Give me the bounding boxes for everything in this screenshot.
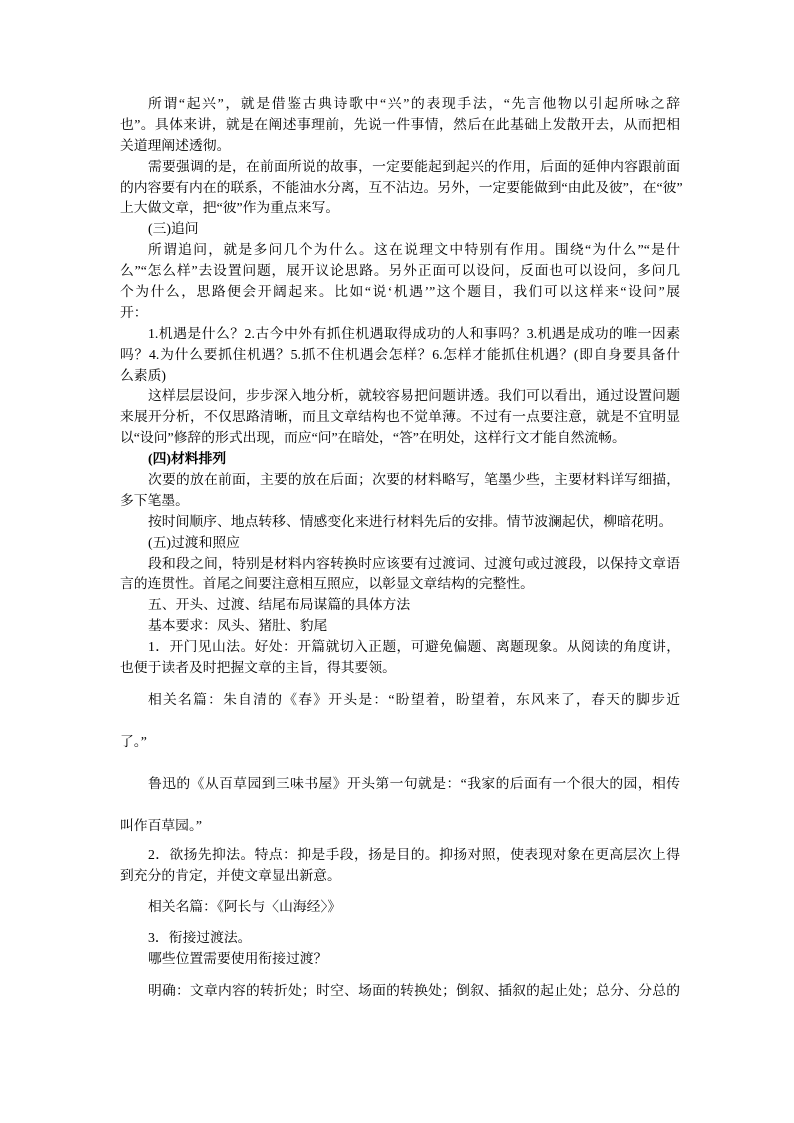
section-heading: [120, 219, 680, 240]
text-line: 按时间顺序、地点转移、情感变化来进行材料先后的安排。情节波澜起伏，柳暗花明。: [148, 513, 673, 529]
text-line: 吗？4.为什么要抓住机遇？5.抓不住机遇会怎样？6.怎样才能抓住机遇？(即自身要具备什: [120, 346, 680, 362]
text-line: 么”“怎么样”去设置问题，展开议论思路。另外正面可以设问，反面也可以设问，多问几: [120, 263, 680, 279]
text-line: 个为什么，思路便会开阔起来。比如“说‘机遇’”这个题目，我们可以这样来“设问”展: [120, 284, 680, 300]
paragraph: [120, 157, 683, 220]
text-line: 多下笔墨。: [120, 492, 189, 508]
text-line: 明确：文章内容的转折处；时空、场面的转换处；倒叙、插叙的起止处；总分、分总的: [148, 983, 680, 999]
paragraph: [120, 928, 680, 949]
text-line: 也便于读者及时把握文章的主旨，得其要领。: [120, 660, 396, 676]
text-line: 哪些位置需要使用衔接过渡？: [148, 950, 328, 966]
paragraph: [120, 94, 680, 157]
paragraph: [120, 616, 680, 637]
heading-text: (三)追问: [148, 221, 199, 237]
text-line: 言的连贯性。首尾之间要注意相互照应，以彰显文章结构的完整性。: [120, 576, 534, 592]
text-line: 以“设问”修辞的形式出现，而应“问”在暗处，“答”在明处，这样行文才能自然流畅。: [120, 430, 626, 446]
paragraph: [120, 981, 680, 1002]
text-line: 1．开门见山法。好处：开篇就切入正题，可避免偏题、离题现象。从阅读的角度讲，: [148, 639, 680, 655]
paragraph: [120, 386, 680, 449]
text-line: 所谓追问，就是多问几个为什么。这在说理文中特别有作用。围绕“为什么”“是什: [148, 242, 680, 258]
text-line: 的内容要有内在的联系，不能油水分离，互不沾边。另外，一定要能做到“由此及彼”，在“彼”: [120, 179, 683, 195]
paragraph: [120, 897, 680, 918]
paragraph: [120, 679, 680, 763]
section-heading: [120, 595, 680, 616]
text-line: 到充分的肯定，并使文章显出新意。: [120, 867, 341, 883]
text-line: 开：: [120, 304, 148, 320]
text-line: 上大做文章，把“彼”作为重点来写。: [120, 200, 340, 216]
section-heading: [120, 449, 680, 470]
paragraph: [120, 240, 680, 324]
paragraph: [120, 512, 680, 533]
section-heading: [120, 533, 680, 554]
paragraph: [120, 470, 680, 512]
text-line: 所谓“起兴”，就是借鉴古典诗歌中“兴”的表现手法，“先言他物以引起所咏之辞: [148, 96, 680, 111]
heading-text: (四)材料排列: [148, 451, 227, 467]
text-line: 了。”: [120, 733, 147, 749]
paragraph: [120, 845, 680, 887]
text-line: 2．欲扬先抑法。特点：抑是手段，扬是目的。抑扬对照，使表现对象在更高层次上得: [148, 846, 680, 862]
paragraph: [120, 554, 680, 596]
text-line: 叫作百草园。”: [120, 817, 203, 833]
question-list: [120, 324, 680, 387]
paragraph: [120, 763, 680, 847]
text-line: 3．衔接过渡法。: [148, 929, 252, 945]
document-page: [120, 94, 683, 1002]
text-line: 来展开分析，不仅思路清晰，而且文章结构也不觉单薄。不过有一点要注意，就是不宜明显: [120, 409, 680, 425]
text-line: 这样层层设问，步步深入地分析，就较容易把问题讲透。我们可以看出，通过设置问题: [148, 388, 680, 404]
text-line: 基本要求：凤头、猪肚、豹尾: [148, 618, 328, 634]
paragraph: [120, 637, 680, 679]
text-line: 段和段之间，特别是材料内容转换时应该要有过渡词、过渡句或过渡段，以保持文章语: [148, 555, 680, 571]
text-line: 鲁迅的《从百草园到三味书屋》开头第一句就是：“我家的后面有一个很大的园，相传: [148, 775, 680, 791]
text-line: 也”。具体来讲，就是在阐述事理前，先说一件事情，然后在此基础上发散开去，从而把相: [120, 116, 680, 132]
text-line: 么素质): [120, 367, 166, 383]
paragraph: [120, 949, 680, 970]
text-line: 需要强调的是，在前面所说的故事，一定要能起到起兴的作用，后面的延伸内容跟前面: [148, 158, 680, 174]
text-line: 关道理阐述透彻。: [120, 137, 231, 153]
text-line: 次要的放在前面，主要的放在后面；次要的材料略写，笔墨少些，主要材料详写细描，: [148, 472, 680, 488]
text-line: 相关名篇：《阿长与〈山海经〉》: [148, 898, 342, 914]
text-line: 1.机遇是什么？2.古今中外有抓住机遇取得成功的人和事吗？3.机遇是成功的唯一因素: [148, 325, 680, 341]
heading-text: 五、开头、过渡、结尾布局谋篇的具体方法: [148, 597, 411, 613]
text-line: 相关名篇：朱自清的《春》开头是：“盼望着，盼望着，东风来了，春天的脚步近: [148, 691, 680, 707]
heading-text: (五)过渡和照应: [148, 534, 240, 550]
